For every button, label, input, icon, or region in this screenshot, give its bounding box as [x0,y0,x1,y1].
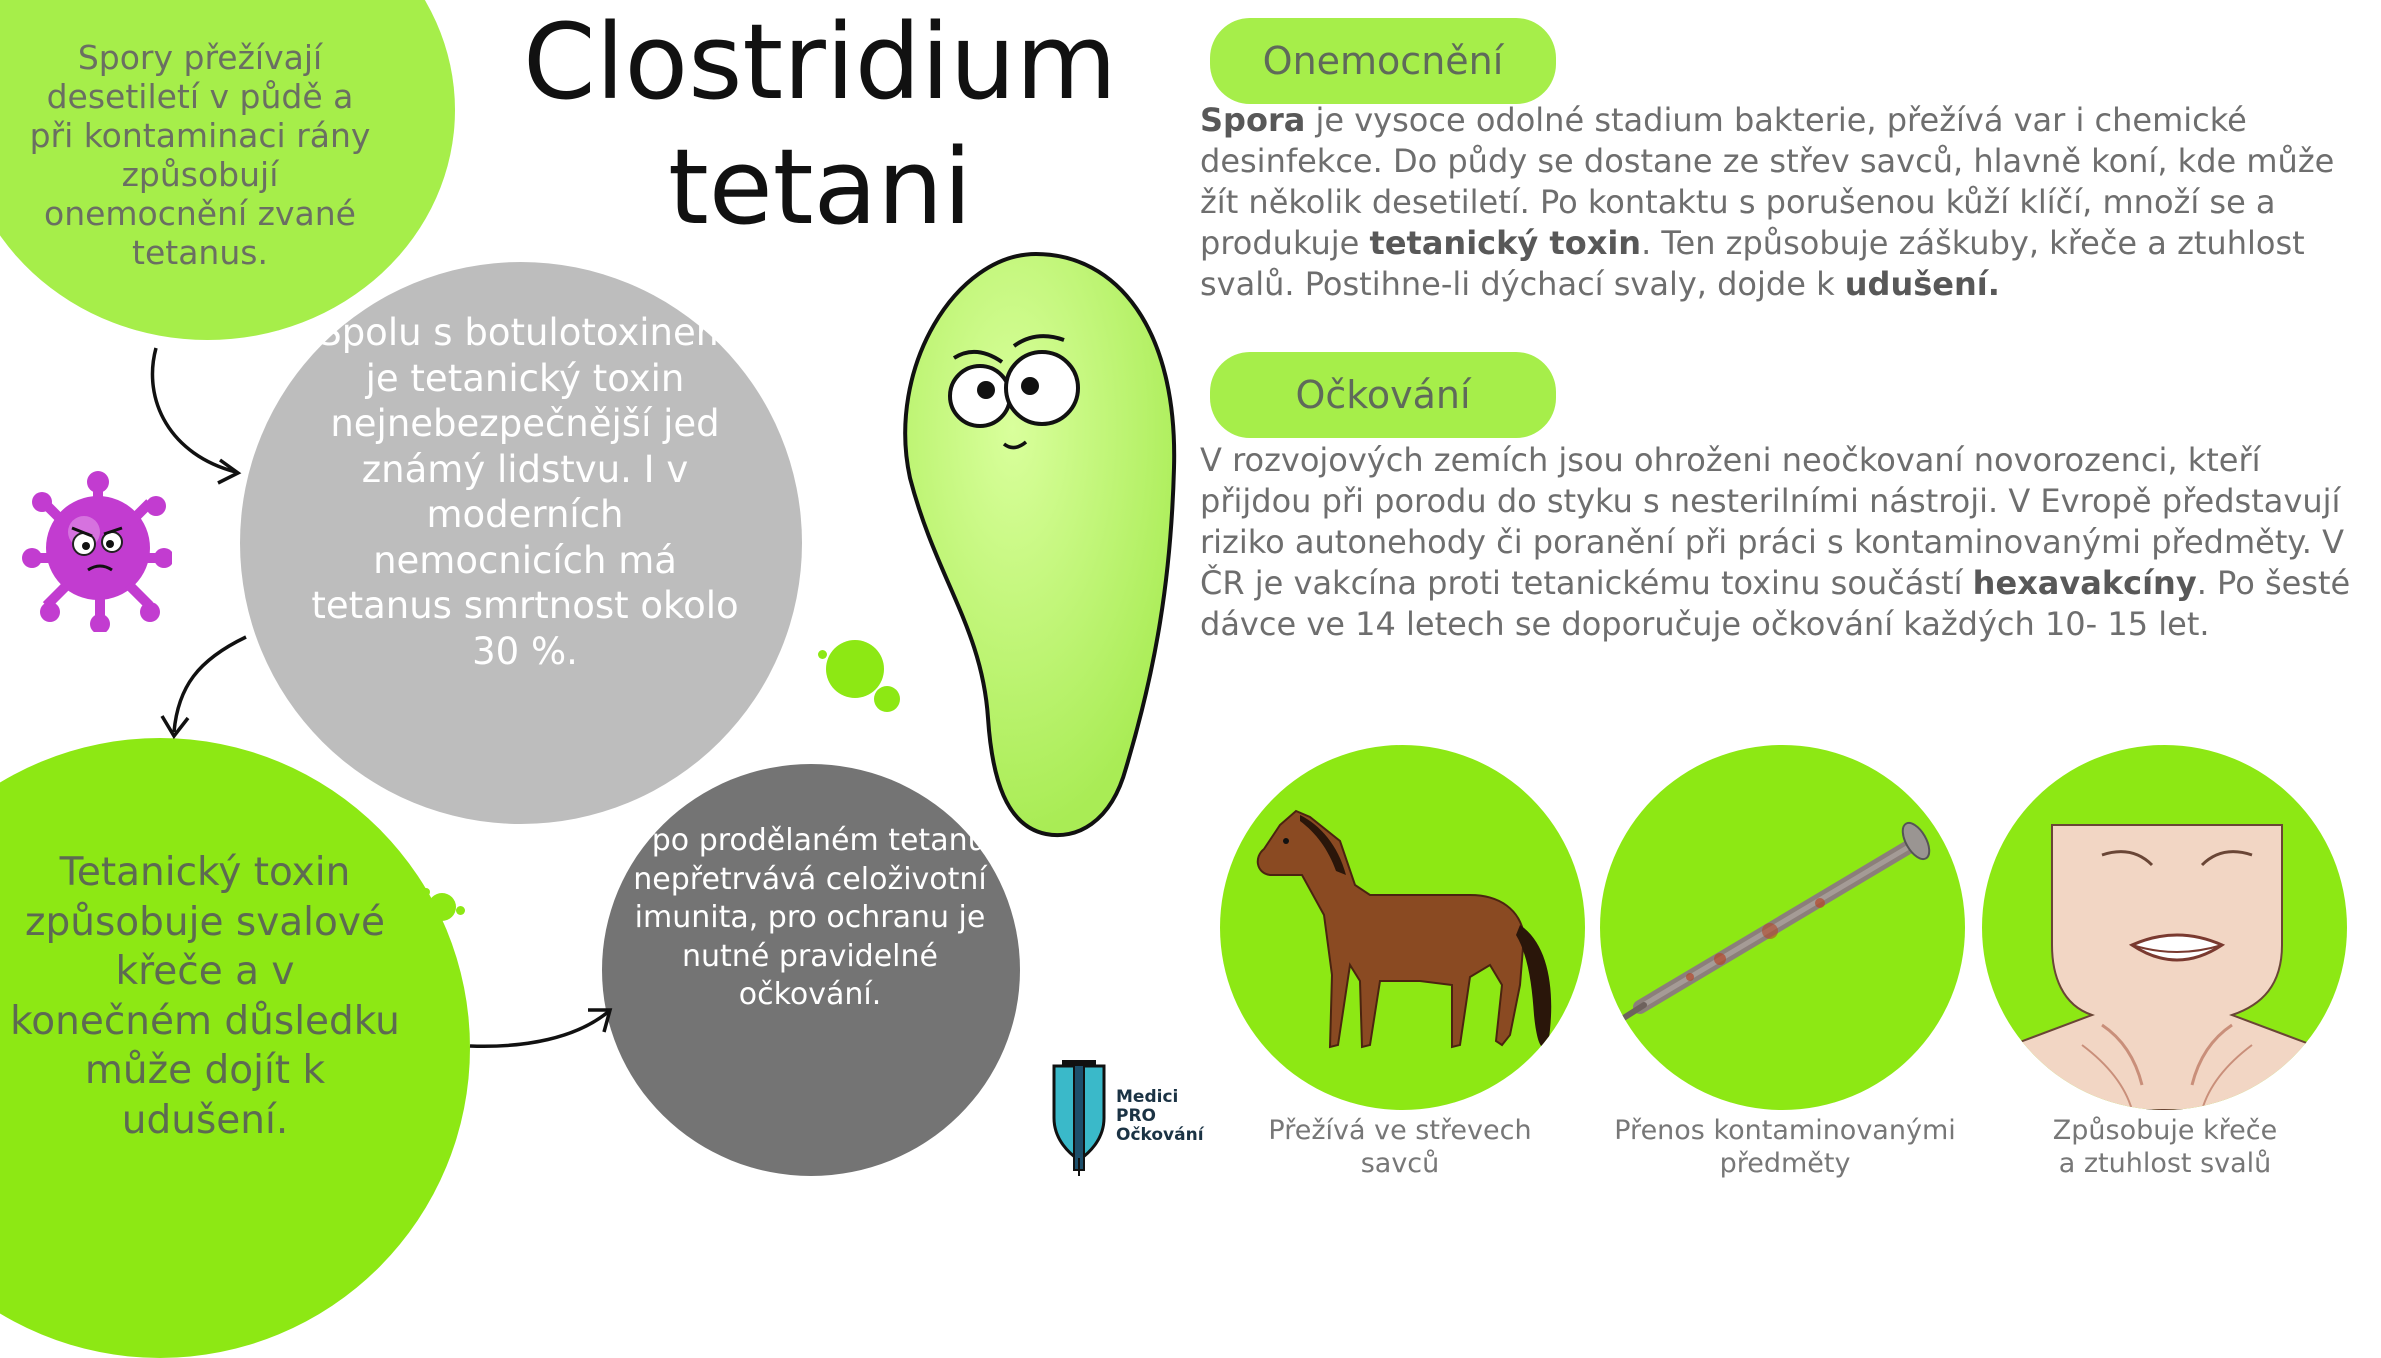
horse-illustration [1220,745,1585,1110]
section-heading-disease: Onemocnění [1210,18,1556,104]
text-bold: udušení. [1844,265,2000,303]
caption-line: savců [1360,1148,1440,1179]
decor-dot [456,906,465,915]
decor-dot [874,686,900,712]
caption-horse [1200,1114,1600,1180]
immunity-bubble-text: I po prodělaném tetanu nepřetrvává celoživotní imunita, pro ochranu je nutné pravidelné očkování. [633,823,987,1012]
tetanus-face-illustration [1982,745,2347,1110]
arrow-icon [466,1000,616,1060]
caption-line: předměty [1719,1148,1851,1179]
decor-dot [428,893,456,921]
section-heading-vaccination: Očkování [1210,352,1556,438]
decor-dot [818,650,827,659]
horse-circle [1220,745,1585,1110]
title-line-1: Clostridium [523,1,1117,123]
caption-line: Přenos kontaminovanými [1614,1115,1956,1146]
text-bold: hexavakcíny [1972,564,2197,602]
arrow-icon [158,632,248,742]
logo-text [1116,1088,1204,1145]
text-span: je vysoce odolné stadium bakterie, přežívá var i chemické desinfekce. Do půdy se dostane ze střev savců, hlavně koní, kde může žít několik desetiletí. Po kontaktu s porušenou kůží klíčí, množí se a produkuje [1200,101,2335,262]
caption-face [1965,1114,2365,1180]
caption-line: Způsobuje křeče [2052,1115,2278,1146]
disease-paragraph [1200,100,2375,305]
text-span: V rozvojových zemích jsou ohroženi neočkovaní novorozenci, kteří přijdou při porodu do styku s nesterilními nástroji. V Evropě představují riziko autonehody či poranění při práci s kontaminovanými předměty. V ČR je vakcína proti tetanickému toxinu součástí [1200,441,2344,602]
text-bold: Spora [1200,101,1306,139]
decor-dot [422,888,430,896]
nail-circle [1600,745,1965,1110]
caption-line: a ztuhlost svalů [2058,1148,2272,1179]
logo-line: Očkování [1116,1125,1204,1145]
suffocation-bubble-text: Tetanický toxin způsobuje svalové křeče a v konečném důsledku může dojít k udušení. [10,850,400,1143]
syringe-shield-logo-icon [1048,1058,1110,1176]
vaccination-paragraph [1200,440,2370,645]
text-span: . Ten způsobuje záškuby, křeče a ztuhlost svalů. Postihne-li dýchací svaly, dojde k [1200,224,2305,303]
virus-mascot-icon [22,462,172,632]
face-circle [1982,745,2347,1110]
text-bold: tetanický toxin [1369,224,1642,262]
logo-line: PRO [1116,1106,1157,1126]
logo-line: Medici [1116,1087,1179,1107]
caption-nail [1570,1114,2000,1180]
caption-line: Přežívá ve střevech [1268,1115,1532,1146]
decor-dot [826,640,884,698]
title-line-2: tetani [667,125,973,248]
nail-illustration [1600,745,1965,1110]
spores-bubble-text: Spory přežívají desetiletí v půdě a při kontaminaci rány způsobují onemocnění zvané tetanus. [29,38,371,272]
text-span: . Po šesté dávce ve 14 letech se doporučuje očkování každých 10- 15 let. [1200,564,2351,643]
bacterium-mascot-icon [896,248,1178,842]
toxin-deadly-bubble-text: Spolu s botulotoxinem je tetanický toxin nejnebezpečnější jed známý lidstvu. I v moderních nemocnicích má tetanus smrtnost okolo 30 %. [311,311,739,673]
page-title [440,0,1200,250]
